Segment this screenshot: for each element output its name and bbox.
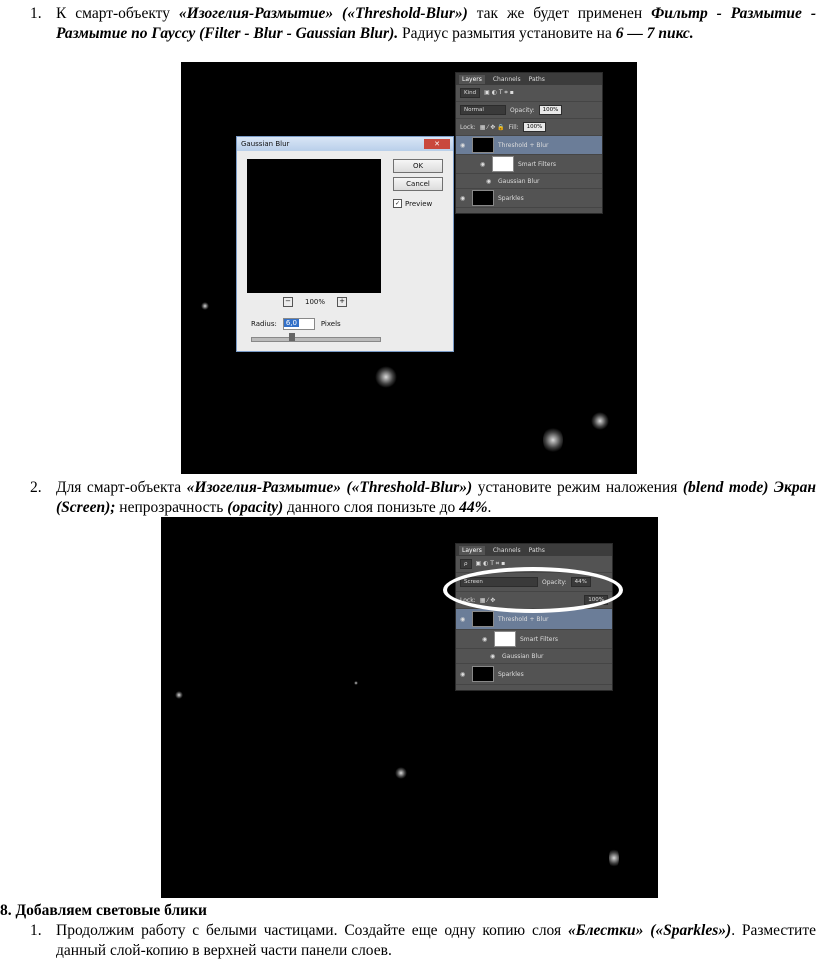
- section-heading: 8. Добавляем световые блики: [0, 902, 207, 919]
- layer-name: Threshold + Blur: [498, 141, 549, 149]
- eye-icon[interactable]: ◉: [460, 615, 466, 623]
- step-3-text: [56, 921, 816, 961]
- gaussian-blur-dialog: [236, 136, 454, 352]
- layers-panel: [455, 543, 613, 691]
- lock-label: Lock:: [460, 596, 476, 604]
- eye-icon[interactable]: ◉: [486, 177, 492, 185]
- preview-toggle[interactable]: [393, 199, 432, 208]
- eye-icon[interactable]: ◉: [480, 160, 486, 168]
- blend-mode-select[interactable]: Normal: [460, 105, 506, 115]
- cancel-button[interactable]: Cancel: [393, 177, 443, 191]
- sparkle: [395, 767, 407, 779]
- text-run: .: [487, 499, 492, 516]
- radius-label: Radius:: [251, 320, 277, 328]
- radius-value: 6,0: [285, 319, 297, 327]
- eye-icon[interactable]: ◉: [460, 141, 466, 149]
- blend-mode-select[interactable]: Screen: [460, 577, 538, 587]
- opacity-field[interactable]: 100%: [539, 105, 563, 115]
- layer-name: Smart Filters: [520, 635, 559, 643]
- emphasis: «Блестки» («Sparkles»): [568, 922, 732, 939]
- panel-tabs: [456, 73, 602, 85]
- blend-row: [456, 102, 602, 119]
- layer-name: Gaussian Blur: [502, 652, 544, 660]
- screenshot-blend-mode: [161, 517, 658, 898]
- layer-thumbnail: [472, 666, 494, 682]
- emphasis: «Изогелия-Размытие» («Threshold-Blur»): [178, 5, 468, 22]
- text-run: установите режим наложения: [472, 479, 683, 496]
- filter-row: [456, 85, 602, 102]
- text-run: непрозрачность: [115, 499, 228, 516]
- step-1-text: [56, 4, 816, 44]
- zoom-level: 100%: [305, 298, 326, 306]
- layer-name: Sparkles: [498, 194, 524, 202]
- fill-field[interactable]: 100%: [523, 122, 547, 132]
- tab-channels[interactable]: Channels: [492, 75, 521, 83]
- lock-row: [456, 119, 602, 136]
- emphasis: (blend mode) Экран (Screen);: [56, 479, 816, 516]
- zoom-controls: [283, 297, 347, 307]
- text-run: Продолжим работу с белыми частицами. Создайте еще одну копию слоя: [56, 922, 568, 939]
- zoom-in-icon[interactable]: +: [337, 297, 347, 307]
- layers-panel: [455, 72, 603, 214]
- preview-area[interactable]: [247, 159, 381, 293]
- filter-icons: ▣ ◐ T ⌗ ▪: [475, 560, 506, 567]
- text-run: К смарт-объекту: [56, 5, 179, 22]
- emphasis: Фильтр - Размытие - Размытие по Гауссу (Filter - Blur - Gaussian Blur).: [56, 5, 816, 42]
- sparkle: [543, 426, 563, 454]
- layer-name: Smart Filters: [518, 160, 557, 168]
- sparkle: [375, 366, 397, 388]
- tab-paths[interactable]: Paths: [528, 75, 545, 83]
- slider-thumb[interactable]: [289, 333, 295, 341]
- layer-sparkles[interactable]: [456, 664, 612, 685]
- kind-filter[interactable]: ρ: [460, 559, 472, 569]
- dialog-title: Gaussian Blur: [241, 140, 290, 148]
- kind-filter[interactable]: Kind: [460, 88, 480, 98]
- tab-channels[interactable]: Channels: [492, 546, 521, 554]
- fill-label: Fill:: [508, 123, 519, 131]
- sparkle: [354, 681, 358, 685]
- step-number: 1.: [30, 5, 42, 22]
- text-run: Для смарт-объекта: [56, 479, 187, 496]
- radius-input[interactable]: [283, 318, 315, 330]
- opacity-field[interactable]: 44%: [571, 577, 591, 587]
- layer-name: Gaussian Blur: [498, 177, 540, 185]
- filter-mask-thumbnail: [494, 631, 516, 647]
- layer-thumbnail: [472, 190, 494, 206]
- tab-layers[interactable]: Layers: [459, 75, 485, 84]
- layer-name: Sparkles: [498, 670, 524, 678]
- eye-icon[interactable]: ◉: [482, 635, 488, 643]
- step-2-text: [56, 478, 816, 518]
- layer-smart-filters[interactable]: [456, 630, 612, 649]
- text-run: . Разместите данный слой-копию в верхней части панели слоев.: [56, 922, 816, 959]
- dialog-titlebar: [237, 137, 453, 151]
- step-number: 1.: [30, 922, 42, 939]
- layer-gaussian-blur[interactable]: [456, 174, 602, 189]
- filter-mask-thumbnail: [492, 156, 514, 172]
- tab-paths[interactable]: Paths: [528, 546, 545, 554]
- text-run: так же будет применен: [467, 5, 652, 22]
- layer-thumbnail: [472, 611, 494, 627]
- emphasis: «Изогелия-Размытие» («Threshold-Blur»): [186, 479, 473, 496]
- preview-label: Preview: [405, 199, 433, 208]
- layer-name: Threshold + Blur: [498, 615, 549, 623]
- lock-icons[interactable]: ▦ ⁄ ✥ 🔒: [479, 123, 505, 131]
- fill-field[interactable]: 100%: [584, 595, 608, 605]
- checkbox-checked-icon[interactable]: ✓: [394, 200, 401, 207]
- text-run: Радиус размытия установите на: [398, 25, 616, 42]
- text-run: данного слоя понизьте до: [283, 499, 460, 516]
- sparkle: [609, 847, 619, 869]
- zoom-out-icon[interactable]: −: [283, 297, 293, 307]
- emphasis: (opacity): [227, 499, 284, 516]
- sparkle: [591, 412, 609, 430]
- layer-threshold-blur[interactable]: [456, 136, 602, 155]
- lock-label: Lock:: [460, 123, 476, 131]
- tab-layers[interactable]: Layers: [459, 546, 485, 555]
- step-number: 2.: [30, 479, 42, 496]
- panel-tabs: [456, 544, 612, 556]
- lock-icons[interactable]: ▦ ⁄ ✥: [479, 596, 496, 604]
- filter-icons: ▣ ◐ T ⌗ ▪: [484, 89, 514, 96]
- layer-smart-filters[interactable]: [456, 155, 602, 174]
- opacity-label: Opacity:: [510, 106, 535, 114]
- layer-gaussian-blur[interactable]: [456, 649, 612, 664]
- radius-units: Pixels: [320, 320, 341, 328]
- layer-sparkles[interactable]: [456, 189, 602, 208]
- sparkle: [175, 691, 183, 699]
- layer-thumbnail: [472, 137, 494, 153]
- sparkle: [201, 302, 209, 310]
- eye-icon[interactable]: ◉: [460, 194, 466, 202]
- screenshot-gaussian-blur: [181, 62, 637, 474]
- radius-row: [251, 318, 341, 330]
- close-icon[interactable]: ✕: [424, 139, 450, 149]
- emphasis: 6 — 7 пикс.: [615, 25, 694, 42]
- highlight-ellipse: [443, 567, 623, 613]
- emphasis: 44%: [459, 499, 488, 516]
- opacity-label: Opacity:: [542, 578, 567, 586]
- eye-icon[interactable]: ◉: [490, 652, 496, 660]
- eye-icon[interactable]: ◉: [460, 670, 466, 678]
- radius-slider[interactable]: [251, 337, 381, 342]
- ok-button[interactable]: OK: [393, 159, 443, 173]
